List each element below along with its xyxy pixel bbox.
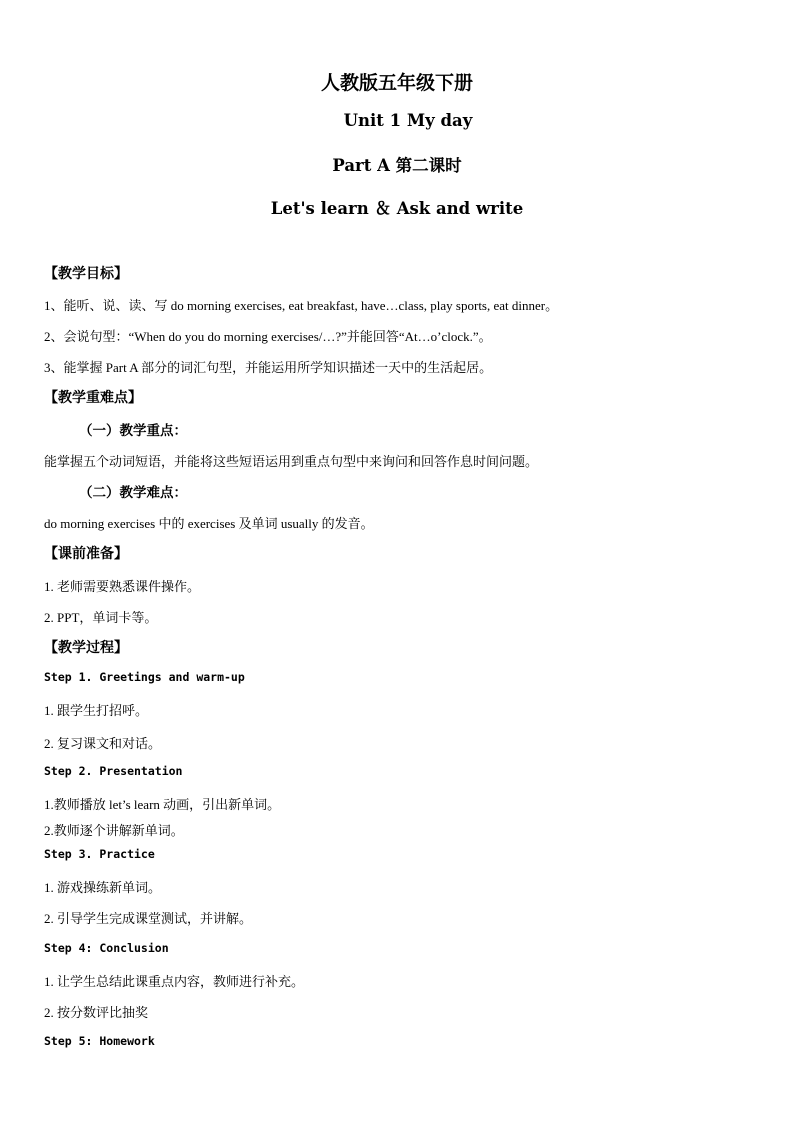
objectives-heading: 【教学目标】	[44, 266, 128, 282]
focus-text: 能掌握五个动词短语，并能将这些短语运用到重点句型中来询问和回答作息时间问题。	[44, 454, 539, 469]
difficulty-text: do morning exercises 中的 exercises 及单词 usually 的发音。	[44, 516, 374, 531]
unit-title: Unit 1 My day	[343, 111, 473, 130]
step-1-item-1: 1. 跟学生打招呼。	[44, 703, 149, 718]
lesson-title: Let's learn ＆ Ask and write	[270, 199, 524, 218]
step-2-item-1: 1.教师播放 let’s learn 动画，引出新单词。	[44, 797, 281, 812]
preparation-item-2: 2. PPT，单词卡等。	[44, 610, 158, 625]
key-points-heading: 【教学重难点】	[44, 390, 142, 406]
objective-item-1: 1、能听、说、读、写 do morning exercises, eat breakfast, have…class, play sports, eat dinner。	[44, 298, 559, 313]
step-3-item-1: 1. 游戏操练新单词。	[44, 880, 162, 895]
doc-title: 人教版五年级下册	[320, 72, 473, 94]
process-heading: 【教学过程】	[44, 640, 128, 656]
preparation-heading: 【课前准备】	[44, 546, 128, 562]
step-1-title: Step 1. Greetings and warm-up	[44, 670, 245, 684]
step-5-title: Step 5: Homework	[44, 1034, 155, 1048]
difficulty-heading: （二）教学难点：	[79, 485, 187, 501]
part-title: Part A 第二课时	[332, 156, 462, 175]
preparation-item-1: 1. 老师需要熟悉课件操作。	[44, 579, 201, 594]
step-3-title: Step 3. Practice	[44, 847, 155, 861]
focus-heading: （一）教学重点：	[79, 423, 187, 439]
step-1-item-2: 2. 复习课文和对话。	[44, 736, 162, 751]
objective-item-3: 3、能掌握 Part A 部分的词汇句型，并能运用所学知识描述一天中的生活起居。	[44, 360, 493, 375]
step-4-item-1: 1. 让学生总结此课重点内容，教师进行补充。	[44, 974, 305, 989]
objective-item-2: 2、会说句型：“When do you do morning exercises/…?”并能回答“At…o’clock.”。	[44, 329, 492, 344]
step-3-item-2: 2. 引导学生完成课堂测试，并讲解。	[44, 911, 253, 926]
step-4-title: Step 4: Conclusion	[44, 941, 169, 955]
step-2-item-2: 2.教师逐个讲解新单词。	[44, 823, 184, 838]
step-2-title: Step 2. Presentation	[44, 764, 183, 778]
step-4-item-2: 2. 按分数评比抽奖	[44, 1005, 149, 1020]
